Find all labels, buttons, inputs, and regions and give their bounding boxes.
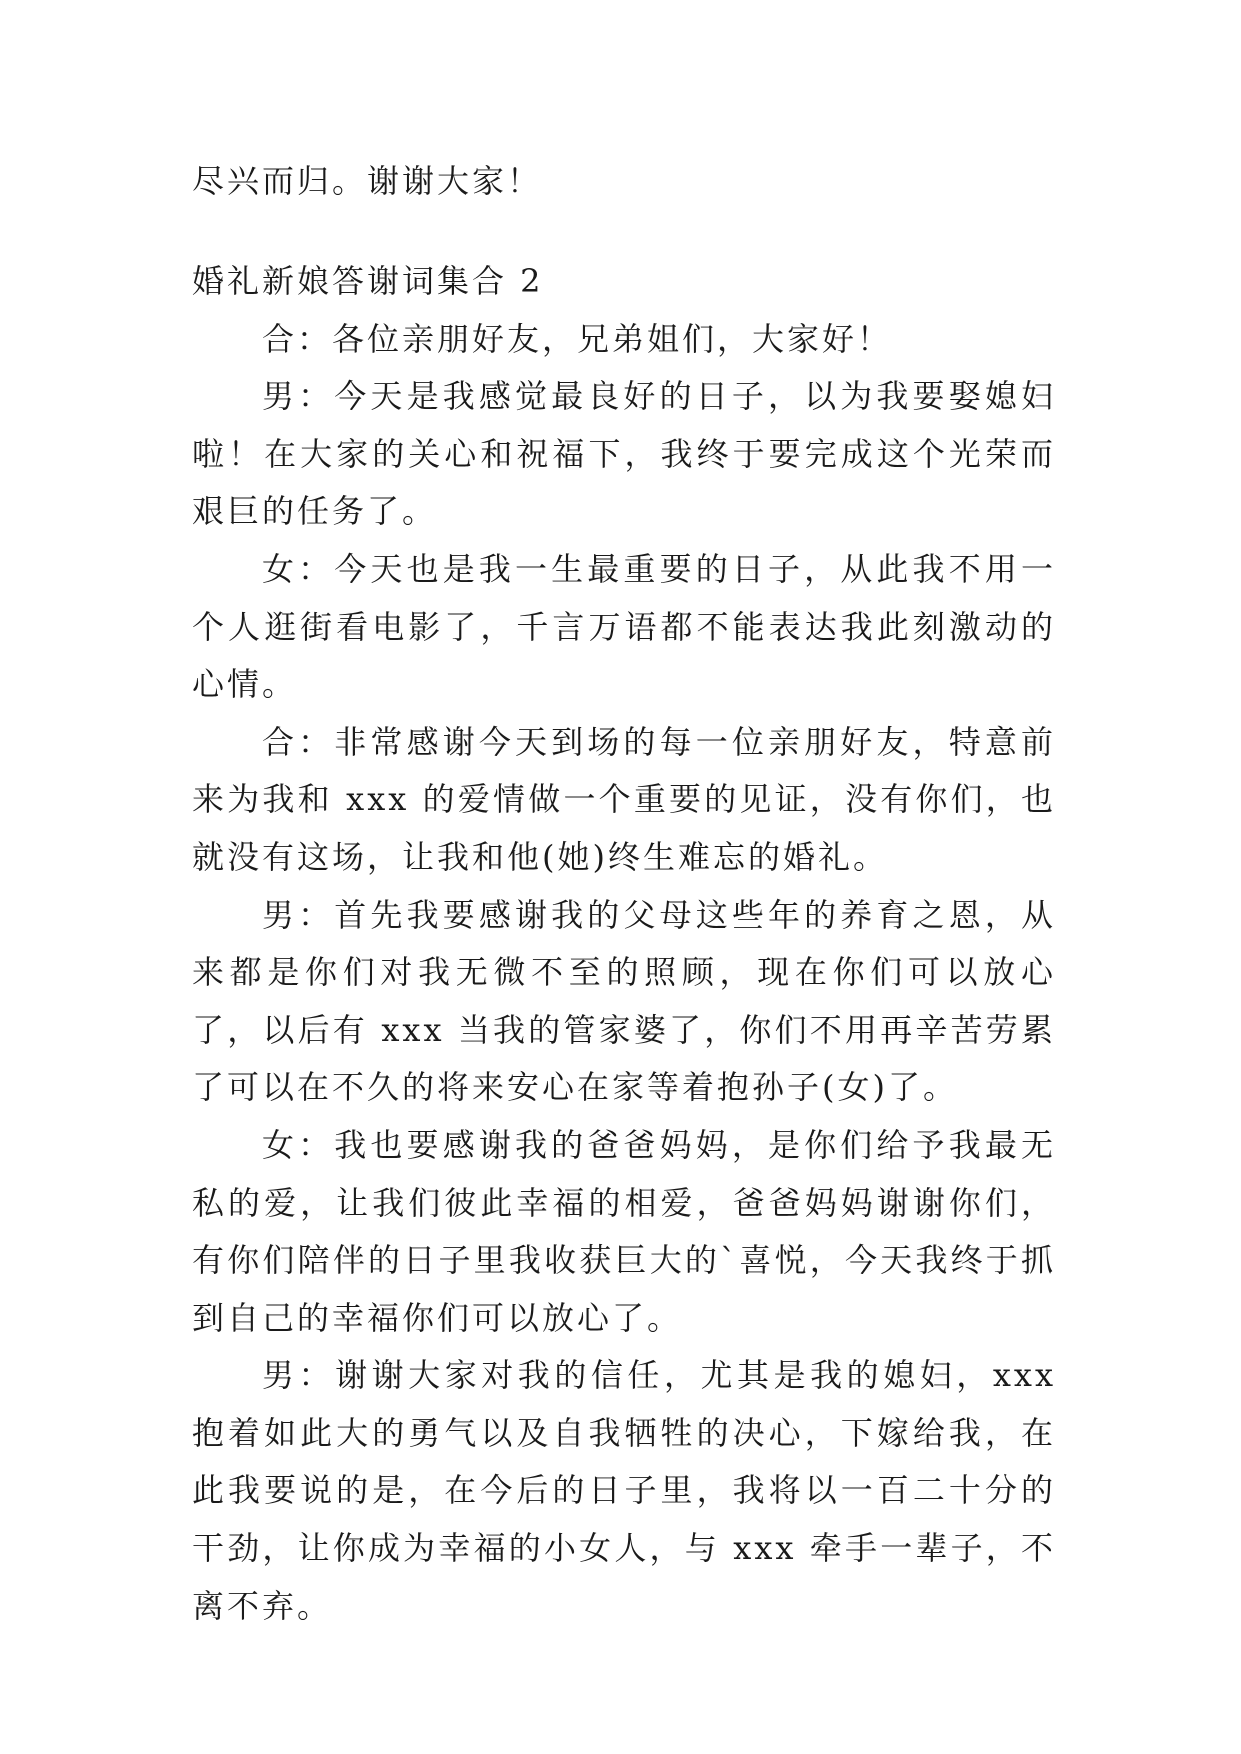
- paragraph: 男：首先我要感谢我的父母这些年的养育之恩，从来都是你们对我无微不至的照顾，现在你们可以放心了，以后有 xxx 当我的管家婆了，你们不用再辛苦劳累了可以在不久的将来安心在家等着抱孙子(女)了。: [192, 895, 1056, 1107]
- section-title: 婚礼新娘答谢词集合 2: [192, 262, 544, 300]
- paragraph: 合：非常感谢今天到场的每一位亲朋好友，特意前来为我和 xxx 的爱情做一个重要的见证，没有你们，也就没有这场，让我和他(她)终生难忘的婚礼。: [192, 722, 1056, 876]
- top-fragment: 尽兴而归。谢谢大家！: [192, 162, 543, 200]
- text-block-top: [192, 153, 1056, 211]
- paragraph: 男：今天是我感觉最良好的日子，以为我要娶媳妇啦！在大家的关心和祝福下，我终于要完成这个光荣而艰巨的任务了。: [192, 377, 1056, 531]
- paragraph: 女：我也要感谢我的爸爸妈妈，是你们给予我最无私的爱，让我们彼此幸福的相爱，爸爸妈妈谢谢你们，有你们陪伴的日子里我收获巨大的`喜悦，今天我终于抓到自己的幸福你们可以放心了。: [192, 1125, 1056, 1337]
- paragraph: 合：各位亲朋好友，兄弟姐们，大家好！: [262, 319, 893, 358]
- text-block-main: [192, 253, 1056, 1635]
- paragraph: 女：今天也是我一生最重要的日子，从此我不用一个人逛街看电影了，千言万语都不能表达我此刻激动的心情。: [192, 549, 1056, 704]
- paragraph: 男：谢谢大家对我的信任，尤其是我的媳妇，xxx 抱着如此大的勇气以及自我牺牲的决心，下嫁给我，在此我要说的是，在今后的日子里，我将以一百二十分的干劲，让你成为幸福的小女人，与 xxx 牵手一辈子，不离不弃。: [192, 1356, 1056, 1625]
